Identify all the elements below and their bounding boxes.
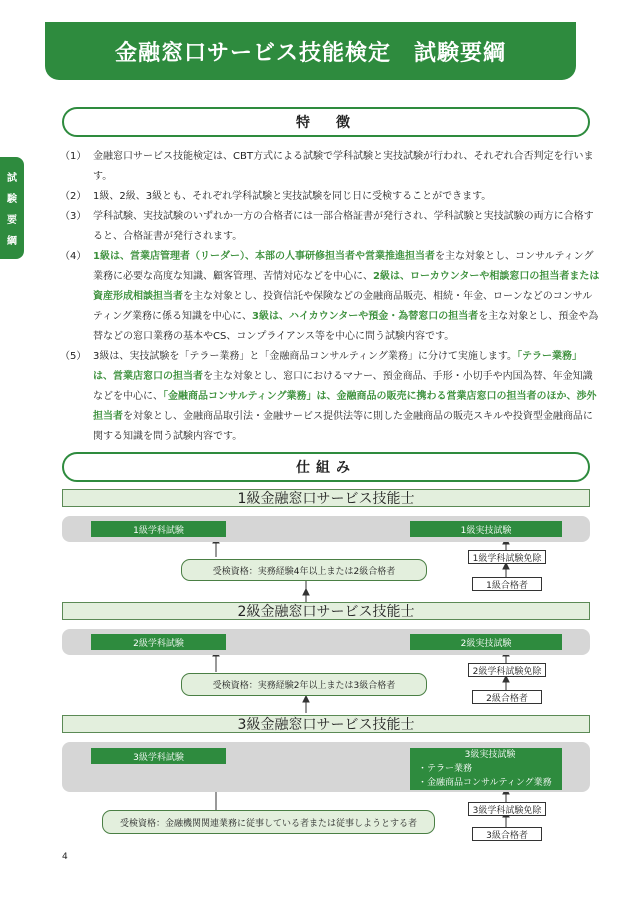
highlight-text: 「金融商品コンサルティング業務」は、金融商品の販売に携わる営業店窓口の担当者のほか、渉外担当者 xyxy=(93,391,597,422)
level1-jitsugi-box: 1級実技試験 xyxy=(410,521,562,537)
body-text: 3級は、実技試験を「テラー業務」と「金融商品コンサルティング業務」に分けて実施します。 xyxy=(93,351,518,362)
level3-passer-box: 3級合格者 xyxy=(472,827,542,841)
level3-jitsugi-item: ・テラー業務 xyxy=(418,764,473,774)
feature-number: （2） xyxy=(60,191,87,202)
level1-exemption-box: 1級学科試験免除 xyxy=(468,550,546,564)
level2-exemption-box: 2級学科試験免除 xyxy=(468,663,546,677)
page-title: 金融窓口サービス技能検定 試験要綱 xyxy=(45,22,576,80)
level2-jitsugi-box: 2級実技試験 xyxy=(410,634,562,650)
level3-title: 3級金融窓口サービス技能士 xyxy=(62,715,590,733)
body-text: を対象とし、金融商品取引法・金融サービス提供法等に則した金融商品の販売スキルや投資型金融商品に関する知識を問う試験内容です。 xyxy=(93,411,593,442)
level3-jitsugi-title: 3級実技試験 xyxy=(464,750,516,760)
body-text: 学科試験、実技試験のいずれか一方の合格者には一部合格証書が発行され、学科試験と実技試験の両方に合格すると、合格証書が発行されます。 xyxy=(93,211,594,242)
level1-passer-box: 1級合格者 xyxy=(472,577,542,591)
level2-gakka-box: 2級学科試験 xyxy=(91,634,226,650)
feature-number: （4） xyxy=(60,251,87,262)
body-text: 1級、2級、3級とも、それぞれ学科試験と実技試験を同じ日に受検することができます。 xyxy=(93,191,492,202)
body-text: を主な対象とし、預金や為替などの窓口業務の基本やCS、コンプライアンス等を中心に問う試験内容です。 xyxy=(93,311,599,342)
side-tab-char: 綱 xyxy=(7,236,17,247)
level1-requirement: 受検資格：実務経験4年以上または2級合格者 xyxy=(181,559,427,581)
level2-title: 2級金融窓口サービス技能士 xyxy=(62,602,590,620)
level3-jitsugi-box xyxy=(410,748,562,790)
feature-number: （3） xyxy=(60,211,87,222)
features-heading: 特 徴 xyxy=(62,107,590,137)
highlight-text: 「テラー業務」は、営業店窓口の担当者 xyxy=(93,351,583,382)
body-text: 金融窓口サービス技能検定は、CBT方式による試験で学科試験と実技試験が行われ、それぞれ合否判定を行います。 xyxy=(93,151,594,182)
side-tab-char: 要 xyxy=(7,215,17,226)
feature-number: （5） xyxy=(60,351,87,362)
level3-requirement: 受検資格：金融機関関連業務に従事している者または従事しようとする者 xyxy=(102,810,435,834)
body-text: を主な対象とし、窓口におけるマナー、預金商品、手形・小切手や内国為替、年金知識などを中心に、 xyxy=(93,371,593,402)
highlight-text: 2級は、ローカウンターや相談窓口の担当者または資産形成相談担当者 xyxy=(93,271,600,302)
level3-gakka-box: 3級学科試験 xyxy=(91,748,226,764)
body-text: を主な対象とし、投資信託や保険などの金融商品販売、相続・年金、ローンなどのコンサルティング業務に係る知識を中心に、 xyxy=(93,291,593,322)
side-tab-char: 験 xyxy=(7,194,17,205)
page-number: 4 xyxy=(62,852,68,862)
highlight-text: 3級は、ハイカウンターや預金・為替窓口の担当者 xyxy=(252,311,479,322)
feature-number: （1） xyxy=(60,151,87,162)
level3-jitsugi-item: ・金融商品コンサルティング業務 xyxy=(418,778,552,788)
level1-gakka-box: 1級学科試験 xyxy=(91,521,226,537)
level2-passer-box: 2級合格者 xyxy=(472,690,542,704)
body-text: を主な対象とし、コンサルティング業務に必要な高度な知識、顧客管理、苦情対応などを中心に、 xyxy=(93,251,594,282)
highlight-text: 1級は、営業店管理者（リーダー）、本部の人事研修担当者や営業推進担当者 xyxy=(93,251,435,262)
structure-heading: 仕組み xyxy=(62,452,590,482)
level3-exemption-box: 3級学科試験免除 xyxy=(468,802,546,816)
side-tab-char: 試 xyxy=(7,173,17,184)
level2-requirement: 受検資格：実務経験2年以上または3級合格者 xyxy=(181,673,427,696)
level1-title: 1級金融窓口サービス技能士 xyxy=(62,489,590,507)
